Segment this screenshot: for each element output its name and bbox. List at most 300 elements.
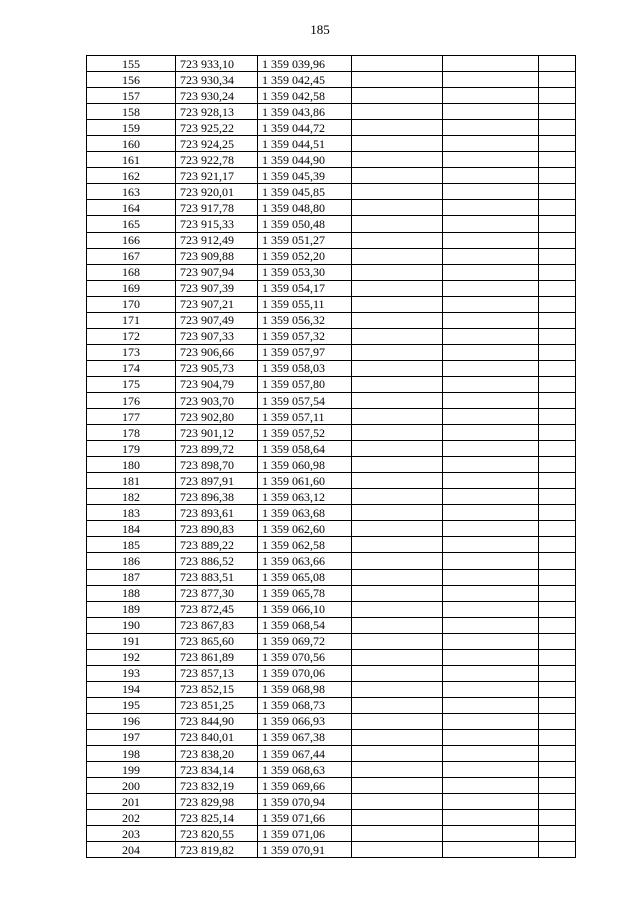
point-number-cell: 200 <box>87 778 176 794</box>
table-row <box>87 296 576 312</box>
table-row <box>87 746 576 762</box>
y-coordinate-cell: 1 359 068,98 <box>258 681 352 697</box>
empty-cell <box>539 794 576 810</box>
empty-cell <box>539 296 576 312</box>
y-coordinate-cell: 1 359 066,93 <box>258 713 352 729</box>
empty-cell <box>539 184 576 200</box>
point-number-cell: 183 <box>87 505 176 521</box>
table-row <box>87 569 576 585</box>
point-number-cell: 174 <box>87 360 176 376</box>
y-coordinate-cell: 1 359 057,11 <box>258 409 352 425</box>
empty-cell <box>352 88 443 104</box>
x-coordinate-cell: 723 912,49 <box>176 232 258 248</box>
point-number-cell: 198 <box>87 746 176 762</box>
x-coordinate-cell: 723 820,55 <box>176 826 258 842</box>
empty-cell <box>539 88 576 104</box>
y-coordinate-cell: 1 359 065,78 <box>258 585 352 601</box>
empty-cell <box>352 810 443 826</box>
x-coordinate-cell: 723 838,20 <box>176 746 258 762</box>
point-number-cell: 197 <box>87 729 176 745</box>
x-coordinate-cell: 723 917,78 <box>176 200 258 216</box>
empty-cell <box>443 152 539 168</box>
empty-cell <box>539 585 576 601</box>
empty-cell <box>443 184 539 200</box>
y-coordinate-cell: 1 359 057,54 <box>258 392 352 408</box>
y-coordinate-cell: 1 359 042,45 <box>258 72 352 88</box>
x-coordinate-cell: 723 907,94 <box>176 264 258 280</box>
empty-cell <box>539 810 576 826</box>
table-row <box>87 521 576 537</box>
empty-cell <box>352 136 443 152</box>
point-number-cell: 163 <box>87 184 176 200</box>
point-number-cell: 194 <box>87 681 176 697</box>
y-coordinate-cell: 1 359 053,30 <box>258 264 352 280</box>
empty-cell <box>443 136 539 152</box>
point-number-cell: 158 <box>87 104 176 120</box>
empty-cell <box>539 505 576 521</box>
x-coordinate-cell: 723 903,70 <box>176 392 258 408</box>
point-number-cell: 204 <box>87 842 176 858</box>
x-coordinate-cell: 723 898,70 <box>176 457 258 473</box>
point-number-cell: 195 <box>87 697 176 713</box>
x-coordinate-cell: 723 901,12 <box>176 425 258 441</box>
empty-cell <box>539 136 576 152</box>
table-row <box>87 120 576 136</box>
empty-cell <box>539 697 576 713</box>
y-coordinate-cell: 1 359 063,12 <box>258 489 352 505</box>
empty-cell <box>443 778 539 794</box>
table-row <box>87 633 576 649</box>
empty-cell <box>352 104 443 120</box>
table-row <box>87 601 576 617</box>
empty-cell <box>443 826 539 842</box>
empty-cell <box>539 280 576 296</box>
table-row <box>87 360 576 376</box>
point-number-cell: 181 <box>87 473 176 489</box>
x-coordinate-cell: 723 902,80 <box>176 409 258 425</box>
empty-cell <box>352 248 443 264</box>
table-row <box>87 248 576 264</box>
empty-cell <box>352 360 443 376</box>
point-number-cell: 172 <box>87 328 176 344</box>
empty-cell <box>539 120 576 136</box>
empty-cell <box>352 521 443 537</box>
empty-cell <box>352 762 443 778</box>
empty-cell <box>352 553 443 569</box>
empty-cell <box>352 264 443 280</box>
x-coordinate-cell: 723 933,10 <box>176 56 258 72</box>
empty-cell <box>352 409 443 425</box>
point-number-cell: 170 <box>87 296 176 312</box>
empty-cell <box>352 152 443 168</box>
point-number-cell: 165 <box>87 216 176 232</box>
empty-cell <box>443 762 539 778</box>
empty-cell <box>539 601 576 617</box>
empty-cell <box>443 280 539 296</box>
x-coordinate-cell: 723 907,49 <box>176 312 258 328</box>
empty-cell <box>443 296 539 312</box>
table-row <box>87 681 576 697</box>
empty-cell <box>539 617 576 633</box>
y-coordinate-cell: 1 359 071,06 <box>258 826 352 842</box>
point-number-cell: 164 <box>87 200 176 216</box>
empty-cell <box>443 569 539 585</box>
point-number-cell: 175 <box>87 376 176 392</box>
empty-cell <box>352 746 443 762</box>
empty-cell <box>539 216 576 232</box>
table-row <box>87 713 576 729</box>
y-coordinate-cell: 1 359 063,66 <box>258 553 352 569</box>
y-coordinate-cell: 1 359 069,66 <box>258 778 352 794</box>
point-number-cell: 169 <box>87 280 176 296</box>
table-row <box>87 184 576 200</box>
empty-cell <box>443 473 539 489</box>
empty-cell <box>352 72 443 88</box>
empty-cell <box>352 665 443 681</box>
empty-cell <box>352 296 443 312</box>
table-row <box>87 697 576 713</box>
x-coordinate-cell: 723 906,66 <box>176 344 258 360</box>
y-coordinate-cell: 1 359 062,60 <box>258 521 352 537</box>
empty-cell <box>539 392 576 408</box>
y-coordinate-cell: 1 359 061,60 <box>258 473 352 489</box>
y-coordinate-cell: 1 359 068,63 <box>258 762 352 778</box>
x-coordinate-cell: 723 819,82 <box>176 842 258 858</box>
empty-cell <box>539 360 576 376</box>
y-coordinate-cell: 1 359 039,96 <box>258 56 352 72</box>
empty-cell <box>352 473 443 489</box>
table-row <box>87 617 576 633</box>
point-number-cell: 160 <box>87 136 176 152</box>
empty-cell <box>352 120 443 136</box>
empty-cell <box>539 457 576 473</box>
table-row <box>87 392 576 408</box>
empty-cell <box>443 649 539 665</box>
empty-cell <box>443 200 539 216</box>
x-coordinate-cell: 723 907,21 <box>176 296 258 312</box>
point-number-cell: 185 <box>87 537 176 553</box>
empty-cell <box>352 601 443 617</box>
empty-cell <box>539 569 576 585</box>
empty-cell <box>539 778 576 794</box>
y-coordinate-cell: 1 359 066,10 <box>258 601 352 617</box>
y-coordinate-cell: 1 359 058,64 <box>258 441 352 457</box>
empty-cell <box>539 425 576 441</box>
table-row <box>87 312 576 328</box>
point-number-cell: 196 <box>87 713 176 729</box>
empty-cell <box>539 633 576 649</box>
x-coordinate-cell: 723 928,13 <box>176 104 258 120</box>
empty-cell <box>352 280 443 296</box>
point-number-cell: 186 <box>87 553 176 569</box>
y-coordinate-cell: 1 359 051,27 <box>258 232 352 248</box>
point-number-cell: 187 <box>87 569 176 585</box>
table-row <box>87 56 576 72</box>
empty-cell <box>539 328 576 344</box>
y-coordinate-cell: 1 359 057,32 <box>258 328 352 344</box>
empty-cell <box>443 425 539 441</box>
empty-cell <box>352 168 443 184</box>
empty-cell <box>539 746 576 762</box>
point-number-cell: 156 <box>87 72 176 88</box>
empty-cell <box>443 409 539 425</box>
table-row <box>87 72 576 88</box>
table-row <box>87 826 576 842</box>
empty-cell <box>539 312 576 328</box>
empty-cell <box>539 521 576 537</box>
empty-cell <box>539 649 576 665</box>
empty-cell <box>352 617 443 633</box>
x-coordinate-cell: 723 922,78 <box>176 152 258 168</box>
y-coordinate-cell: 1 359 062,58 <box>258 537 352 553</box>
empty-cell <box>539 232 576 248</box>
table-row <box>87 152 576 168</box>
y-coordinate-cell: 1 359 055,11 <box>258 296 352 312</box>
table-row <box>87 778 576 794</box>
x-coordinate-cell: 723 865,60 <box>176 633 258 649</box>
empty-cell <box>352 681 443 697</box>
point-number-cell: 168 <box>87 264 176 280</box>
empty-cell <box>352 457 443 473</box>
x-coordinate-cell: 723 905,73 <box>176 360 258 376</box>
empty-cell <box>539 665 576 681</box>
empty-cell <box>443 665 539 681</box>
empty-cell <box>443 264 539 280</box>
empty-cell <box>352 425 443 441</box>
empty-cell <box>352 376 443 392</box>
y-coordinate-cell: 1 359 044,72 <box>258 120 352 136</box>
empty-cell <box>443 104 539 120</box>
empty-cell <box>443 120 539 136</box>
y-coordinate-cell: 1 359 058,03 <box>258 360 352 376</box>
empty-cell <box>539 200 576 216</box>
empty-cell <box>352 569 443 585</box>
point-number-cell: 184 <box>87 521 176 537</box>
point-number-cell: 173 <box>87 344 176 360</box>
empty-cell <box>539 553 576 569</box>
x-coordinate-cell: 723 915,33 <box>176 216 258 232</box>
point-number-cell: 167 <box>87 248 176 264</box>
x-coordinate-cell: 723 825,14 <box>176 810 258 826</box>
empty-cell <box>539 264 576 280</box>
empty-cell <box>352 633 443 649</box>
table-row <box>87 762 576 778</box>
empty-cell <box>539 409 576 425</box>
table-row <box>87 729 576 745</box>
point-number-cell: 192 <box>87 649 176 665</box>
empty-cell <box>443 168 539 184</box>
x-coordinate-cell: 723 930,24 <box>176 88 258 104</box>
table-row <box>87 168 576 184</box>
empty-cell <box>352 794 443 810</box>
x-coordinate-cell: 723 893,61 <box>176 505 258 521</box>
empty-cell <box>539 842 576 858</box>
empty-cell <box>443 681 539 697</box>
point-number-cell: 157 <box>87 88 176 104</box>
y-coordinate-cell: 1 359 069,72 <box>258 633 352 649</box>
empty-cell <box>352 216 443 232</box>
empty-cell <box>352 489 443 505</box>
y-coordinate-cell: 1 359 048,80 <box>258 200 352 216</box>
x-coordinate-cell: 723 883,51 <box>176 569 258 585</box>
empty-cell <box>443 505 539 521</box>
empty-cell <box>539 681 576 697</box>
table-row <box>87 665 576 681</box>
y-coordinate-cell: 1 359 065,08 <box>258 569 352 585</box>
empty-cell <box>539 713 576 729</box>
empty-cell <box>443 537 539 553</box>
point-number-cell: 177 <box>87 409 176 425</box>
point-number-cell: 155 <box>87 56 176 72</box>
x-coordinate-cell: 723 930,34 <box>176 72 258 88</box>
x-coordinate-cell: 723 872,45 <box>176 601 258 617</box>
empty-cell <box>443 746 539 762</box>
y-coordinate-cell: 1 359 054,17 <box>258 280 352 296</box>
empty-cell <box>443 794 539 810</box>
x-coordinate-cell: 723 921,17 <box>176 168 258 184</box>
empty-cell <box>539 729 576 745</box>
empty-cell <box>443 601 539 617</box>
table-row <box>87 328 576 344</box>
empty-cell <box>443 810 539 826</box>
empty-cell <box>443 56 539 72</box>
point-number-cell: 193 <box>87 665 176 681</box>
page-number: 185 <box>310 22 330 37</box>
empty-cell <box>352 232 443 248</box>
x-coordinate-cell: 723 867,83 <box>176 617 258 633</box>
y-coordinate-cell: 1 359 044,90 <box>258 152 352 168</box>
x-coordinate-cell: 723 909,88 <box>176 248 258 264</box>
y-coordinate-cell: 1 359 045,39 <box>258 168 352 184</box>
empty-cell <box>539 56 576 72</box>
point-number-cell: 199 <box>87 762 176 778</box>
x-coordinate-cell: 723 904,79 <box>176 376 258 392</box>
table-row <box>87 232 576 248</box>
empty-cell <box>443 328 539 344</box>
point-number-cell: 166 <box>87 232 176 248</box>
empty-cell <box>352 56 443 72</box>
table-row <box>87 409 576 425</box>
table-row <box>87 505 576 521</box>
empty-cell <box>352 392 443 408</box>
empty-cell <box>443 344 539 360</box>
y-coordinate-cell: 1 359 057,97 <box>258 344 352 360</box>
empty-cell <box>539 168 576 184</box>
empty-cell <box>352 778 443 794</box>
x-coordinate-cell: 723 829,98 <box>176 794 258 810</box>
point-number-cell: 189 <box>87 601 176 617</box>
x-coordinate-cell: 723 844,90 <box>176 713 258 729</box>
empty-cell <box>443 585 539 601</box>
table-row <box>87 553 576 569</box>
empty-cell <box>443 312 539 328</box>
x-coordinate-cell: 723 852,15 <box>176 681 258 697</box>
y-coordinate-cell: 1 359 063,68 <box>258 505 352 521</box>
table-row <box>87 200 576 216</box>
point-number-cell: 188 <box>87 585 176 601</box>
table-row <box>87 585 576 601</box>
table-row <box>87 794 576 810</box>
y-coordinate-cell: 1 359 043,86 <box>258 104 352 120</box>
empty-cell <box>539 72 576 88</box>
empty-cell <box>443 216 539 232</box>
table-row <box>87 88 576 104</box>
y-coordinate-cell: 1 359 044,51 <box>258 136 352 152</box>
y-coordinate-cell: 1 359 057,80 <box>258 376 352 392</box>
empty-cell <box>539 248 576 264</box>
x-coordinate-cell: 723 889,22 <box>176 537 258 553</box>
empty-cell <box>443 729 539 745</box>
empty-cell <box>443 376 539 392</box>
point-number-cell: 203 <box>87 826 176 842</box>
empty-cell <box>443 553 539 569</box>
y-coordinate-cell: 1 359 042,58 <box>258 88 352 104</box>
y-coordinate-cell: 1 359 070,06 <box>258 665 352 681</box>
x-coordinate-cell: 723 834,14 <box>176 762 258 778</box>
empty-cell <box>443 617 539 633</box>
table-row <box>87 537 576 553</box>
table-row <box>87 344 576 360</box>
y-coordinate-cell: 1 359 045,85 <box>258 184 352 200</box>
empty-cell <box>443 72 539 88</box>
table-row <box>87 104 576 120</box>
table-row <box>87 376 576 392</box>
table-row <box>87 280 576 296</box>
point-number-cell: 162 <box>87 168 176 184</box>
y-coordinate-cell: 1 359 070,56 <box>258 649 352 665</box>
empty-cell <box>443 441 539 457</box>
empty-cell <box>443 360 539 376</box>
y-coordinate-cell: 1 359 052,20 <box>258 248 352 264</box>
x-coordinate-cell: 723 840,01 <box>176 729 258 745</box>
x-coordinate-cell: 723 899,72 <box>176 441 258 457</box>
x-coordinate-cell: 723 861,89 <box>176 649 258 665</box>
table-row <box>87 810 576 826</box>
empty-cell <box>443 633 539 649</box>
empty-cell <box>539 376 576 392</box>
empty-cell <box>443 521 539 537</box>
y-coordinate-cell: 1 359 070,94 <box>258 794 352 810</box>
point-number-cell: 179 <box>87 441 176 457</box>
table-row <box>87 489 576 505</box>
x-coordinate-cell: 723 925,22 <box>176 120 258 136</box>
y-coordinate-cell: 1 359 068,73 <box>258 697 352 713</box>
table-row <box>87 842 576 858</box>
x-coordinate-cell: 723 877,30 <box>176 585 258 601</box>
empty-cell <box>539 344 576 360</box>
x-coordinate-cell: 723 924,25 <box>176 136 258 152</box>
empty-cell <box>352 826 443 842</box>
coordinates-table <box>86 55 576 858</box>
y-coordinate-cell: 1 359 067,38 <box>258 729 352 745</box>
empty-cell <box>539 473 576 489</box>
table-row <box>87 264 576 280</box>
y-coordinate-cell: 1 359 056,32 <box>258 312 352 328</box>
table-row <box>87 425 576 441</box>
empty-cell <box>352 441 443 457</box>
empty-cell <box>352 649 443 665</box>
point-number-cell: 201 <box>87 794 176 810</box>
empty-cell <box>352 200 443 216</box>
y-coordinate-cell: 1 359 060,98 <box>258 457 352 473</box>
table-row <box>87 136 576 152</box>
x-coordinate-cell: 723 886,52 <box>176 553 258 569</box>
empty-cell <box>352 729 443 745</box>
x-coordinate-cell: 723 890,83 <box>176 521 258 537</box>
x-coordinate-cell: 723 907,39 <box>176 280 258 296</box>
empty-cell <box>352 184 443 200</box>
point-number-cell: 202 <box>87 810 176 826</box>
